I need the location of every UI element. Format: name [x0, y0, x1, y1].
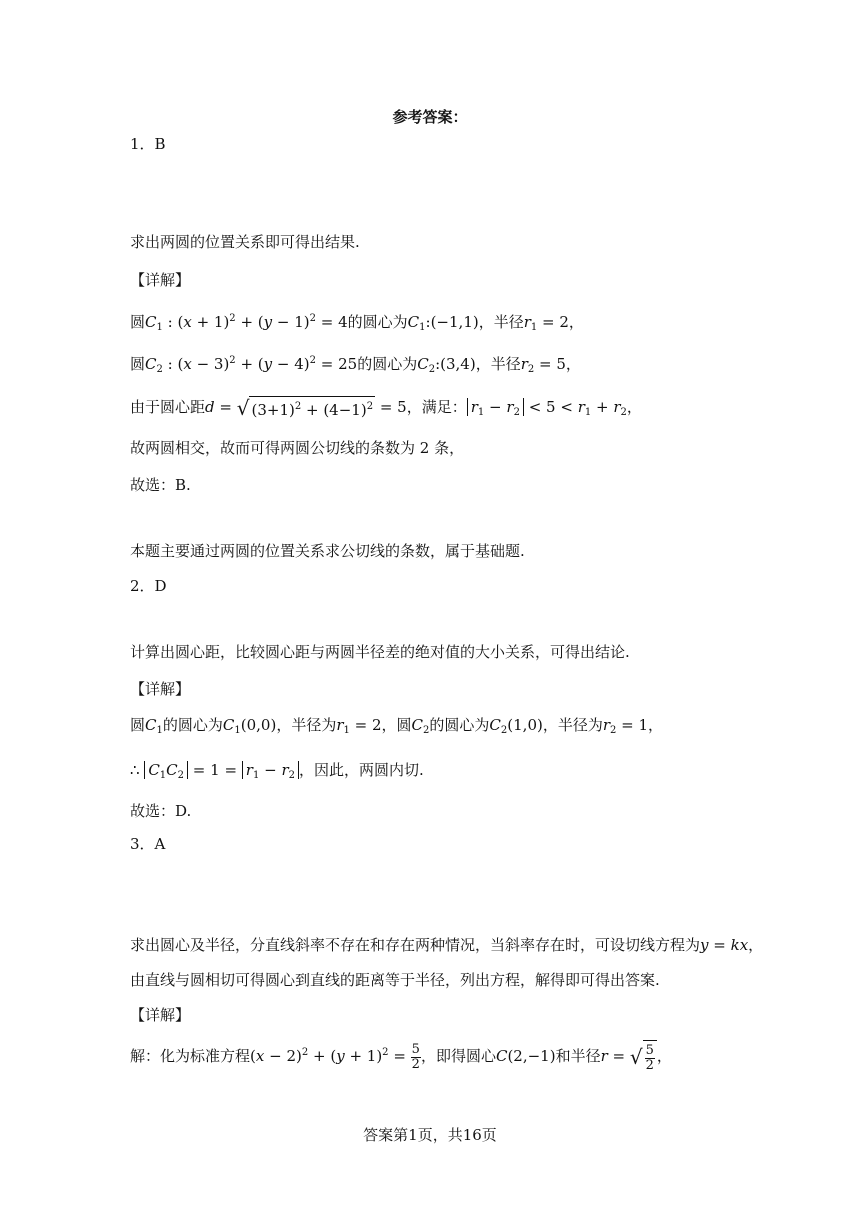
q1-detail-heading: 【详解】: [130, 271, 191, 289]
q1-number: 1．B: [130, 135, 166, 153]
q3-solution-line: 解：化为标准方程$(x - 2)^2 + (y + 1)^2$ = $\frac{5}{2}$ ，即得圆心C(2,−1)和半径r = √ $\frac{5}{2}$ ，: [130, 1036, 672, 1075]
q1-circle1-line: 圆$C_1$ : $(x + 1)^2 + (y - 1)^2 = 4$的圆心为$C_1:(-1,1)$，半径$r_1 = 2$，: [130, 313, 584, 333]
q3-sol-a: 解：化为标准方程: [130, 1047, 251, 1065]
q2-centers-line: 圆$C_1$的圆心为$C_1(0,0)$，半径为$r_1 = 2$，圆$C_2$的圆心为$C_2(1,0)$，半径为$r_2 = 1$，: [130, 716, 664, 736]
q1-distance-prefix: 由于圆心距: [130, 398, 206, 416]
q1-circle2-prefix: 圆: [130, 355, 146, 373]
q2-tangent-line: ∴ $C_1C_2 = 1 = r_1 - r_2$ ，因此，两圆内切.: [130, 761, 424, 781]
q1-choice: 故选：B.: [130, 476, 191, 494]
q1-circle1-prefix: 圆: [130, 313, 146, 331]
q1-circle2-radius-label: ，半径: [475, 355, 521, 373]
q2-text-c: ，半径为: [276, 716, 337, 734]
q2-text-b: 的圆心为: [162, 716, 223, 734]
q1-analysis: 求出两圆的位置关系即可得出结果.: [130, 233, 360, 251]
q1-distance-line: 由于圆心距d = √ $(3+1)^2 + (4-1)^2 = 5$，满足： $r_1 - r_2 < 5 < r_1 + r_2$，: [130, 396, 642, 420]
page-title: 参考答案：: [392, 108, 468, 126]
q1-circle2-center-label: 的圆心为: [357, 355, 418, 373]
q2-text-e: 的圆心为: [429, 716, 490, 734]
q1-conclusion: 故两圆相交，故而可得两圆公切线的条数为 2 条，: [130, 439, 465, 457]
q3-number: 3．A: [130, 835, 166, 853]
q1-circle1-radius-label: ，半径: [478, 313, 524, 331]
q3-sol-b: ，即得圆心: [420, 1047, 496, 1065]
q2-text-f: ，半径为: [542, 716, 603, 734]
q2-detail-heading: 【详解】: [130, 680, 191, 698]
sqrt-fraction: √ $\frac{5}{2}$: [630, 1039, 657, 1075]
q1-circle2-line: 圆$C_2$ : $(x - 3)^2 + (y - 4)^2 = 25$的圆心为$C_2:(3,4)$，半径$r_2 = 5$，: [130, 355, 581, 375]
q2-text-a: 圆: [130, 716, 146, 734]
q3-detail-heading: 【详解】: [130, 1006, 191, 1024]
q3-analysis-2: 由直线与圆相切可得圆心到直线的距离等于半径，列出方程，解得即可得出答案.: [130, 971, 660, 989]
q3-analysis-1: 求出圆心及半径，分直线斜率不存在和存在两种情况，当斜率存在时，可设切线方程为y = kx，: [130, 936, 764, 954]
q1-distance-satisfy: ，满足：: [406, 398, 467, 416]
q1-circle1-center-label: 的圆心为: [347, 313, 408, 331]
q3-sol-c: 和半径: [555, 1047, 601, 1065]
q3-analysis-1-text: 求出圆心及半径，分直线斜率不存在和存在两种情况，当斜率存在时，可设切线方程为: [130, 936, 701, 954]
page-footer: 答案第1页，共16页: [363, 1126, 497, 1144]
q2-text-d: ，圆: [381, 716, 412, 734]
q1-comment: 本题主要通过两圆的位置关系求公切线的条数，属于基础题.: [130, 542, 525, 560]
q2-number: 2．D: [130, 577, 167, 595]
q2-tangent-text: ，因此，两圆内切.: [299, 761, 424, 779]
sqrt-expression: √ $(3+1)^2 + (4-1)^2$: [236, 396, 374, 420]
q2-choice: 故选：D.: [130, 802, 192, 820]
fraction-5-2: $\frac{5}{2}$: [411, 1041, 420, 1072]
q2-analysis: 计算出圆心距，比较圆心距与两圆半径差的绝对值的大小关系，可得出结论.: [130, 643, 630, 661]
